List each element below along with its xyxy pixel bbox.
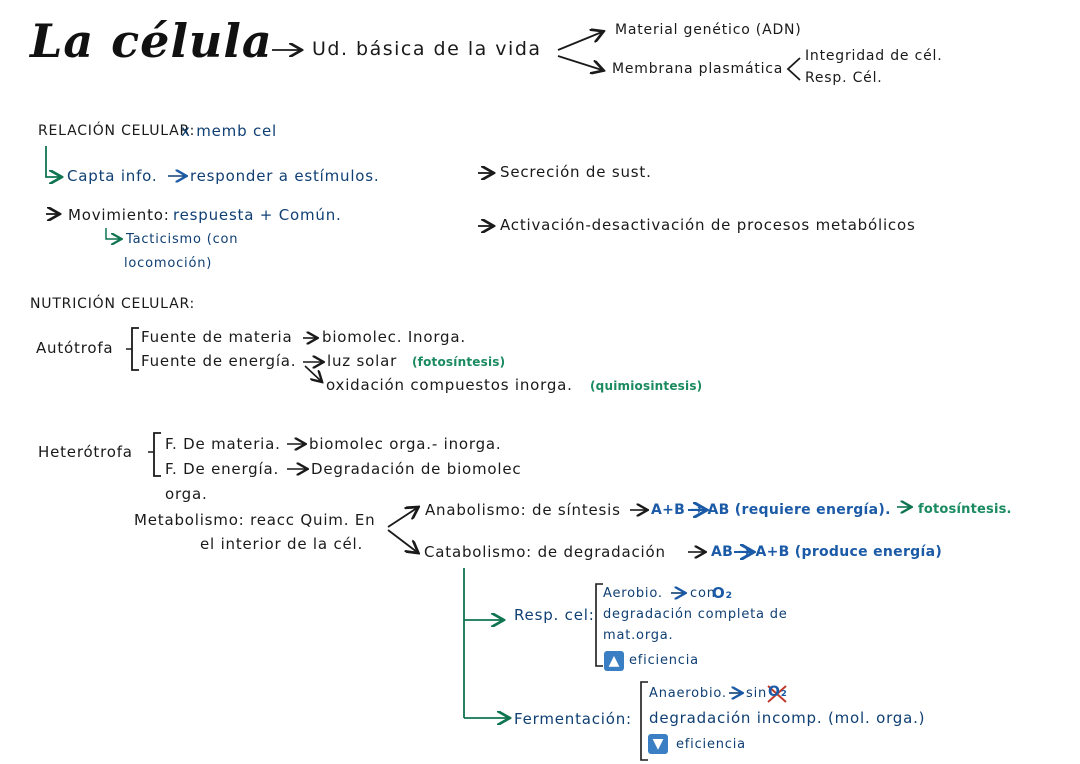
het-fuente-materia: F. De materia. <box>165 435 281 453</box>
nutricion-heading: NUTRICIÓN CELULAR: <box>30 296 196 312</box>
fotosintesis-note: (fotosíntesis) <box>412 355 506 369</box>
activacion-text: Activación-desactivación de procesos metabólicos <box>500 216 916 234</box>
luz-solar: luz solar <box>327 352 398 370</box>
degradacion-completa-line2: mat.orga. <box>603 628 674 643</box>
branch-material-genetico: Material genético (ADN) <box>615 22 802 38</box>
branch-arrow-bottom <box>558 56 602 70</box>
autotrofa-label: Autótrofa <box>36 339 114 357</box>
tacticismo-line1: Tacticismo (con <box>126 232 239 247</box>
metabolismo-label-line1: Metabolismo: reacc Quim. En <box>134 511 376 529</box>
metabolismo-label-line2: el interior de la cél. <box>200 535 364 553</box>
anaerobio-text: Anaerobio. <box>649 686 727 701</box>
het-fuente-energia: F. De energía. <box>165 460 280 478</box>
aerobio-con: con <box>690 586 716 601</box>
arrow-down-icon: ▼ <box>648 734 668 754</box>
degradacion-incompleta: degradación incomp. (mol. orga.) <box>649 709 926 727</box>
quimiosintesis-note: (quimiosintesis) <box>590 379 703 393</box>
o2-crossed-text: O₂ <box>768 684 788 700</box>
heterotrofa-label: Heterótrofa <box>38 443 133 461</box>
o2-text: O₂ <box>712 584 733 602</box>
anabolismo-label: Anabolismo: de síntesis <box>425 501 621 519</box>
auto-fuente-energia: Fuente de energía. <box>141 352 297 370</box>
het-materia-value: biomolec orga.- inorga. <box>309 435 502 453</box>
relacion-green-connector <box>46 146 60 177</box>
catabolismo-label: Catabolismo: de degradación <box>424 543 666 561</box>
secrecion-text: Secreción de sust. <box>500 163 652 181</box>
het-energia-value-cont: orga. <box>165 485 208 503</box>
fermentacion-bracket <box>641 682 648 760</box>
metab-arrow-bottom <box>388 530 417 552</box>
eficiencia-down: eficiencia <box>676 737 746 752</box>
heterotrofa-bracket <box>154 433 161 476</box>
degradacion-completa-line1: degradación completa de <box>603 607 788 622</box>
membrana-sub-integridad: Integridad de cél. <box>805 48 943 64</box>
auto-materia-value: biomolec. Inorga. <box>322 328 466 346</box>
fermentacion-label: Fermentación: <box>514 710 632 728</box>
page-title: La célula <box>30 14 273 68</box>
definition-text: Ud. básica de la vida <box>312 38 542 60</box>
oxidacion-text: oxidación compuestos inorga. <box>326 376 573 394</box>
anaerobio-sin: sin <box>746 686 768 701</box>
responder-estimulos: responder a estímulos. <box>190 167 380 185</box>
movimiento-label: Movimiento: <box>68 206 170 224</box>
aerobio-text: Aerobio. <box>603 586 663 601</box>
tacticismo-line2: locomoción) <box>124 256 213 271</box>
branch-membrana: Membrana plasmática <box>612 61 784 77</box>
branch-arrow-top <box>558 32 602 50</box>
capta-info: Capta info. <box>67 167 158 185</box>
tacticismo-connector <box>106 228 120 239</box>
metab-arrow-top <box>388 508 417 527</box>
het-energia-value: Degradación de biomolec <box>311 460 522 478</box>
anabolismo-example: fotosíntesis. <box>918 502 1012 517</box>
arrow-up-icon: ▲ <box>604 651 624 671</box>
catabolismo-reaction: AB → A+B (produce energía) <box>711 544 943 560</box>
membrana-bracket <box>788 58 800 80</box>
autotrofa-bracket <box>132 328 139 370</box>
membrana-sub-resp: Resp. Cél. <box>805 70 883 86</box>
resp-cel-label: Resp. cel: <box>514 606 595 624</box>
resp-bracket <box>596 584 603 666</box>
anabolismo-reaction: A+B → AB (requiere energía). <box>651 502 891 518</box>
relacion-note: x memb cel <box>181 122 278 140</box>
relacion-heading: RELACIÓN CELULAR: <box>38 123 196 139</box>
eficiencia-up: eficiencia <box>629 653 699 668</box>
movimiento-value: respuesta + Común. <box>173 206 342 224</box>
auto-fuente-materia: Fuente de materia <box>141 328 293 346</box>
